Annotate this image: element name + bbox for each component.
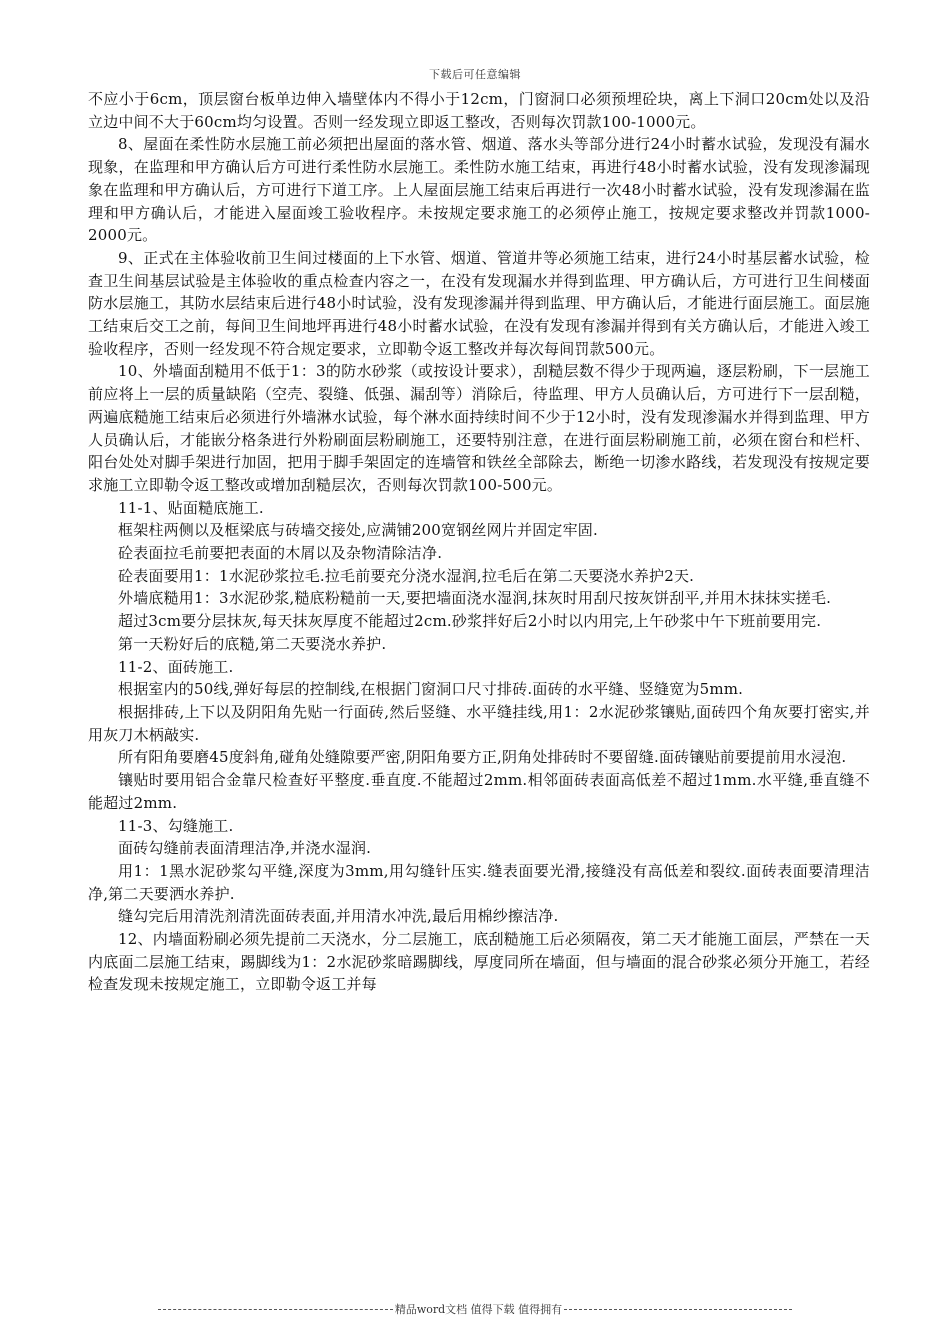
footer-divider-right	[564, 1309, 792, 1310]
paragraph: 12、内墙面粉刷必须先提前二天浇水，分二层施工，底刮糙施工后必须隔夜，第二天才能施工面层，严禁在一天内底面二层施工结束，踢脚线为1：2水泥砂浆暗踢脚线，厚度同所在墙面，但与墙面的混合砂浆必须分开施工，若经检查发现未按规定施工，立即勒令返工并每	[88, 930, 870, 994]
paragraph: 不应小于6cm，顶层窗台板单边伸入墙壁体内不得小于12cm，门窗洞口必须预埋砼块，离上下洞口20cm处以及沿立边中间不大于60cm均匀设置。否则一经发现立即返工整改，否则每次罚款100-1000元。	[88, 90, 870, 131]
paragraph: 第一天粉好后的底糙,第二天要浇水养护.	[118, 634, 387, 653]
footer-divider-left	[158, 1309, 393, 1310]
paragraph: 框架柱两侧以及框梁底与砖墙交接处,应满铺200宽钢丝网片并固定牢固.	[118, 521, 598, 540]
paragraph: 砼表面要用1：1水泥砂浆拉毛.拉毛前要充分浇水湿润,拉毛后在第二天要浇水养护2天.	[118, 566, 695, 585]
paragraph: 根据排砖,上下以及阴阳角先贴一行面砖,然后竖缝、水平缝挂线,用1：2水泥砂浆镶贴,面砖四个角灰要打密实,并用灰刀木柄敲实.	[88, 702, 870, 744]
paragraph: 镶贴时要用铝合金靠尺检查好平整度.垂直度.不能超过2mm.相邻面砖表面高低差不超过1mm.水平缝,垂直缝不能超过2mm.	[88, 771, 870, 812]
paragraph: 外墙底糙用1：3水泥砂浆,糙底粉糙前一天,要把墙面浇水湿润,抹灰时用刮尺按灰饼刮平,并用木抹抹实搓毛.	[118, 589, 832, 608]
section-heading: 11-2、面砖施工.	[118, 657, 234, 676]
page-header: 下载后可任意编辑	[429, 68, 521, 81]
footer-text: 精品word文档 值得下载 值得拥有	[394, 1303, 563, 1316]
paragraph: 10、外墙面刮糙用不低于1：3的防水砂浆（或按设计要求），刮糙层数不得少于现两遍，逐层粉刷，下一层施工前应将上一层的质量缺陷（空壳、裂缝、低强、漏刮等）消除后，待监理、甲方人员确认后，方可进行下一层刮糙，两遍底糙施工结束后必须进行外墙淋水试验，每个淋水面持续时间不少于12小时，没有发现渗漏水并得到监理、甲方人员确认后，才能嵌分格条进行外粉刷面层粉刷施工，还要特别注意，在进行面层粉刷施工前，必须在窗台和栏杆、阳台处处对脚手架进行加固，把用于脚手架固定的连墙管和铁丝全部除去，断绝一切渗水路线，若发现没有按规定要求施工立即勒令返工整改或增加刮糙层次，否则每次罚款100-500元。	[88, 362, 870, 494]
paragraph: 缝勾完后用清洗剂清洗面砖表面,并用清水冲洗,最后用棉纱擦洁净.	[118, 907, 559, 926]
page-footer	[0, 1301, 950, 1317]
section-heading: 11-1、贴面糙底施工.	[118, 498, 264, 517]
paragraph: 面砖勾缝前表面清理洁净,并浇水湿润.	[118, 839, 372, 858]
paragraph: 8、屋面在柔性防水层施工前必须把出屋面的落水管、烟道、落水头等部分进行24小时蓄水试验，发现没有漏水现象，在监理和甲方确认后方可进行柔性防水层施工。柔性防水施工结束，再进行48小时蓄水试验，没有发现渗漏现象在监理和甲方确认后，方可进行下道工序。上人屋面层施工结束后再进行一次48小时蓄水试验，没有发现渗漏在监理和甲方确认后，才能进入屋面竣工验收程序。未按规定要求施工的必须停止施工，按规定要求整改并罚款1000-2000元。	[88, 135, 870, 245]
paragraph: 超过3cm要分层抹灰,每天抹灰厚度不能超过2cm.砂浆拌好后2小时以内用完,上午砂浆中午下班前要用完.	[118, 612, 822, 631]
document-body	[88, 88, 870, 996]
section-heading: 11-3、勾缝施工.	[118, 816, 234, 835]
paragraph: 9、正式在主体验收前卫生间过楼面的上下水管、烟道、管道井等必须施工结束，进行24小时基层蓄水试验，检查卫生间基层试验是主体验收的重点检查内容之一，在没有发现漏水并得到监理、甲方确认后，方可进行卫生间楼面防水层施工，其防水层结束后进行48小时试验，没有发现渗漏并得到监理、甲方确认后，才能进行面层施工。面层施工结束后交工之前，每间卫生间地坪再进行48小时蓄水试验，在没有发现有渗漏并得到有关方确认后，才能进入竣工验收程序，否则一经发现不符合规定要求，立即勒令返工整改并每次每间罚款500元。	[88, 248, 870, 358]
paragraph: 用1：1黑水泥砂浆勾平缝,深度为3mm,用勾缝针压实.缝表面要光滑,接缝没有高低差和裂纹.面砖表面要清理洁净,第二天要洒水养护.	[88, 861, 870, 903]
paragraph: 所有阳角要磨45度斜角,碰角处缝隙要严密,阴阳角要方正,阴角处排砖时不要留缝.面砖镶贴前要提前用水浸泡.	[118, 748, 847, 767]
paragraph: 根据室内的50线,弹好每层的控制线,在根据门窗洞口尺寸排砖.面砖的水平缝、竖缝宽为5mm.	[118, 680, 744, 699]
paragraph: 砼表面拉毛前要把表面的木屑以及杂物清除洁净.	[118, 544, 443, 563]
